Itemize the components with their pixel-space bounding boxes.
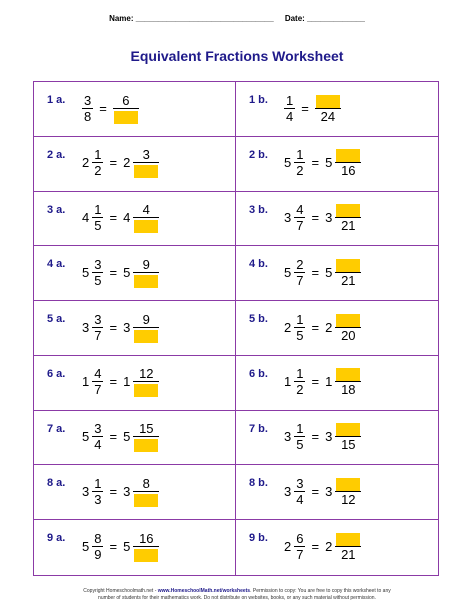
fraction-expression bbox=[284, 474, 361, 508]
answer-box[interactable] bbox=[336, 149, 360, 162]
answer-fraction bbox=[133, 257, 159, 288]
answer-numerator[interactable] bbox=[315, 93, 341, 109]
problem-cell bbox=[236, 246, 438, 301]
given-fraction bbox=[294, 531, 305, 562]
fraction-expression bbox=[82, 201, 159, 235]
numerator: 4 bbox=[296, 202, 304, 218]
problem-cell bbox=[236, 356, 438, 411]
answer-fraction bbox=[335, 202, 361, 233]
fraction-expression bbox=[284, 365, 361, 399]
denominator: 5 bbox=[296, 437, 304, 453]
answer-whole-number: 3 bbox=[325, 210, 333, 226]
answer-box[interactable] bbox=[134, 165, 158, 178]
equals-sign: = bbox=[109, 483, 118, 499]
fraction-expression bbox=[82, 365, 159, 399]
denominator: 4 bbox=[94, 437, 102, 453]
whole-number: 5 bbox=[284, 264, 292, 280]
answer-denominator[interactable] bbox=[133, 492, 159, 507]
denominator: 9 bbox=[94, 546, 102, 562]
answer-box[interactable] bbox=[316, 95, 340, 108]
given-fraction bbox=[92, 366, 103, 397]
problem-label: 9 b. bbox=[249, 532, 268, 545]
answer-whole-number: 3 bbox=[123, 483, 131, 499]
whole-number: 3 bbox=[82, 483, 90, 499]
worksheet-title: Equivalent Fractions Worksheet bbox=[130, 48, 344, 64]
name-date-line bbox=[0, 14, 474, 23]
numerator: 3 bbox=[296, 475, 304, 491]
problem-label: 3 a. bbox=[47, 203, 66, 216]
problem-cell bbox=[34, 411, 236, 466]
answer-whole-number: 5 bbox=[325, 264, 333, 280]
problem-cell bbox=[34, 520, 236, 575]
problem-cell bbox=[34, 137, 236, 192]
equals-sign: = bbox=[311, 374, 320, 390]
problem-cell bbox=[236, 520, 438, 575]
answer-whole-number: 2 bbox=[325, 319, 333, 335]
problem-cell bbox=[236, 82, 438, 137]
whole-number: 2 bbox=[82, 155, 90, 171]
answer-whole-number: 5 bbox=[123, 264, 131, 280]
answer-denominator: 21 bbox=[341, 218, 356, 234]
equals-sign: = bbox=[311, 538, 320, 554]
denominator: 7 bbox=[94, 327, 102, 343]
whole-number: 1 bbox=[284, 374, 292, 390]
answer-numerator: 16 bbox=[133, 531, 159, 547]
whole-number: 5 bbox=[82, 264, 90, 280]
fraction-expression bbox=[82, 420, 159, 454]
answer-denominator[interactable] bbox=[133, 328, 159, 343]
answer-box[interactable] bbox=[114, 111, 138, 124]
name-label: Name: bbox=[109, 14, 134, 23]
footer-prefix: Copyright Homeschoolmath.net - bbox=[83, 588, 158, 594]
numerator: 2 bbox=[296, 256, 304, 272]
fraction-expression bbox=[284, 91, 341, 125]
answer-numerator: 3 bbox=[133, 147, 159, 163]
answer-fraction bbox=[133, 476, 159, 507]
answer-numerator: 4 bbox=[133, 202, 159, 218]
equals-sign: = bbox=[311, 319, 320, 335]
problem-label: 8 a. bbox=[47, 477, 66, 490]
answer-numerator[interactable] bbox=[335, 202, 361, 218]
equals-sign: = bbox=[109, 538, 118, 554]
problem-label: 5 b. bbox=[249, 313, 268, 326]
given-fraction bbox=[92, 476, 103, 507]
numerator: 4 bbox=[94, 366, 102, 382]
whole-number: 4 bbox=[82, 210, 90, 226]
denominator: 4 bbox=[286, 108, 294, 124]
answer-denominator[interactable] bbox=[133, 547, 159, 562]
numerator: 1 bbox=[296, 366, 304, 382]
given-fraction bbox=[294, 421, 305, 452]
footer-suffix: . Permission to copy: You are free to copy this worksheet to any bbox=[250, 588, 391, 594]
answer-box[interactable] bbox=[134, 549, 158, 562]
problem-cell bbox=[34, 465, 236, 520]
equals-sign: = bbox=[109, 429, 118, 445]
whole-number: 5 bbox=[82, 429, 90, 445]
answer-fraction bbox=[133, 202, 159, 233]
equals-sign: = bbox=[109, 374, 118, 390]
equals-sign: = bbox=[109, 155, 118, 171]
answer-whole-number: 3 bbox=[123, 319, 131, 335]
date-blank[interactable]: _____________ bbox=[307, 14, 365, 23]
numerator: 3 bbox=[94, 311, 102, 327]
equals-sign: = bbox=[311, 210, 320, 226]
problem-label: 7 a. bbox=[47, 422, 66, 435]
numerator: 1 bbox=[94, 202, 102, 218]
whole-number: 3 bbox=[284, 429, 292, 445]
answer-whole-number: 2 bbox=[325, 538, 333, 554]
denominator: 5 bbox=[94, 272, 102, 288]
answer-denominator[interactable] bbox=[133, 437, 159, 452]
answer-box[interactable] bbox=[336, 204, 360, 217]
fraction-expression bbox=[284, 310, 361, 344]
numerator: 1 bbox=[94, 147, 102, 163]
fraction-expression bbox=[284, 255, 361, 289]
numerator: 1 bbox=[296, 421, 304, 437]
answer-denominator: 20 bbox=[341, 327, 356, 343]
answer-box[interactable] bbox=[336, 368, 360, 381]
answer-box[interactable] bbox=[336, 314, 360, 327]
problem-cell bbox=[34, 301, 236, 356]
equals-sign: = bbox=[109, 264, 118, 280]
answer-numerator[interactable] bbox=[335, 312, 361, 328]
answer-fraction bbox=[133, 531, 159, 562]
whole-number: 1 bbox=[82, 374, 90, 390]
answer-fraction bbox=[335, 366, 361, 397]
answer-numerator: 12 bbox=[133, 366, 159, 382]
answer-box[interactable] bbox=[134, 275, 158, 288]
problem-cell bbox=[34, 192, 236, 247]
problem-label: 7 b. bbox=[249, 422, 268, 435]
problem-label: 4 a. bbox=[47, 258, 66, 271]
answer-fraction bbox=[335, 531, 361, 562]
answer-fraction bbox=[335, 147, 361, 178]
given-fraction bbox=[92, 257, 103, 288]
given-fraction bbox=[92, 312, 103, 343]
answer-denominator: 21 bbox=[341, 546, 356, 562]
equals-sign: = bbox=[311, 264, 320, 280]
whole-number: 5 bbox=[82, 538, 90, 554]
given-fraction bbox=[294, 366, 305, 397]
problem-label: 2 b. bbox=[249, 148, 268, 161]
denominator: 2 bbox=[94, 163, 102, 179]
denominator: 2 bbox=[296, 382, 304, 398]
fraction-expression bbox=[82, 91, 139, 125]
equals-sign: = bbox=[109, 210, 118, 226]
given-fraction bbox=[294, 147, 305, 178]
answer-numerator[interactable] bbox=[335, 147, 361, 163]
problem-cell bbox=[236, 465, 438, 520]
problem-cell bbox=[34, 82, 236, 137]
footer-link[interactable]: www.HomeschoolMath.net/worksheets bbox=[157, 588, 251, 594]
denominator: 8 bbox=[84, 108, 92, 124]
answer-denominator: 15 bbox=[341, 437, 356, 453]
answer-box[interactable] bbox=[134, 439, 158, 452]
given-fraction bbox=[294, 312, 305, 343]
whole-number: 3 bbox=[82, 319, 90, 335]
problem-label: 6 b. bbox=[249, 367, 268, 380]
problem-cell bbox=[236, 192, 438, 247]
denominator: 7 bbox=[94, 382, 102, 398]
denominator: 7 bbox=[296, 272, 304, 288]
equals-sign: = bbox=[301, 100, 309, 116]
equals-sign: = bbox=[311, 155, 320, 171]
answer-box[interactable] bbox=[134, 330, 158, 343]
answer-fraction bbox=[133, 366, 159, 397]
answer-fraction bbox=[315, 93, 341, 124]
answer-numerator[interactable] bbox=[335, 366, 361, 382]
numerator: 3 bbox=[84, 92, 92, 108]
fraction-expression bbox=[284, 201, 361, 235]
fraction-expression bbox=[284, 529, 361, 563]
numerator: 1 bbox=[296, 311, 304, 327]
name-blank[interactable]: _______________________________ bbox=[135, 14, 274, 23]
answer-fraction bbox=[133, 147, 159, 178]
answer-whole-number: 4 bbox=[123, 210, 131, 226]
answer-numerator: 6 bbox=[113, 93, 139, 109]
answer-whole-number: 5 bbox=[123, 429, 131, 445]
answer-whole-number: 3 bbox=[325, 483, 333, 499]
fraction-expression bbox=[82, 255, 159, 289]
given-fraction bbox=[294, 476, 305, 507]
given-fraction bbox=[92, 531, 103, 562]
answer-fraction bbox=[335, 257, 361, 288]
denominator: 2 bbox=[296, 163, 304, 179]
equals-sign: = bbox=[311, 483, 320, 499]
denominator: 4 bbox=[296, 491, 304, 507]
answer-numerator[interactable] bbox=[335, 421, 361, 437]
denominator: 5 bbox=[94, 218, 102, 234]
answer-denominator: 21 bbox=[341, 272, 356, 288]
answer-fraction bbox=[335, 421, 361, 452]
answer-fraction bbox=[335, 476, 361, 507]
answer-denominator: 12 bbox=[341, 491, 356, 507]
answer-numerator: 9 bbox=[133, 257, 159, 273]
answer-box[interactable] bbox=[134, 494, 158, 507]
answer-whole-number: 5 bbox=[123, 538, 131, 554]
problem-cell bbox=[34, 246, 236, 301]
answer-denominator[interactable] bbox=[113, 109, 139, 124]
given-fraction bbox=[92, 147, 103, 178]
answer-fraction bbox=[113, 93, 139, 124]
answer-denominator[interactable] bbox=[133, 382, 159, 397]
numerator: 3 bbox=[94, 421, 102, 437]
numerator: 8 bbox=[94, 530, 102, 546]
answer-box[interactable] bbox=[336, 478, 360, 491]
numerator: 6 bbox=[296, 530, 304, 546]
whole-number: 3 bbox=[284, 483, 292, 499]
problem-cell bbox=[236, 301, 438, 356]
copyright-footer bbox=[0, 588, 474, 602]
denominator: 7 bbox=[296, 546, 304, 562]
answer-numerator[interactable] bbox=[335, 257, 361, 273]
answer-denominator: 24 bbox=[320, 108, 336, 124]
answer-denominator[interactable] bbox=[133, 273, 159, 288]
given-fraction bbox=[82, 93, 93, 124]
given-fraction bbox=[294, 202, 305, 233]
problem-label: 4 b. bbox=[249, 258, 268, 271]
fraction-expression bbox=[82, 529, 159, 563]
problem-label: 1 a. bbox=[47, 94, 66, 106]
answer-whole-number: 2 bbox=[123, 155, 131, 171]
given-fraction bbox=[92, 202, 103, 233]
answer-numerator[interactable] bbox=[335, 476, 361, 492]
problem-label: 8 b. bbox=[249, 477, 268, 490]
whole-number: 3 bbox=[284, 210, 292, 226]
numerator: 1 bbox=[286, 92, 294, 108]
problem-label: 3 b. bbox=[249, 203, 268, 216]
whole-number: 5 bbox=[284, 155, 292, 171]
given-fraction bbox=[294, 257, 305, 288]
problem-label: 2 a. bbox=[47, 148, 66, 161]
answer-whole-number: 3 bbox=[325, 429, 333, 445]
equals-sign: = bbox=[109, 319, 118, 335]
answer-denominator: 18 bbox=[341, 382, 356, 398]
whole-number: 2 bbox=[284, 319, 292, 335]
answer-denominator[interactable] bbox=[133, 218, 159, 233]
answer-denominator: 16 bbox=[341, 163, 356, 179]
denominator: 5 bbox=[296, 327, 304, 343]
answer-numerator: 9 bbox=[133, 312, 159, 328]
denominator: 7 bbox=[296, 218, 304, 234]
given-fraction bbox=[284, 93, 295, 124]
answer-whole-number: 5 bbox=[325, 155, 333, 171]
answer-box[interactable] bbox=[134, 220, 158, 233]
given-fraction bbox=[92, 421, 103, 452]
answer-numerator: 8 bbox=[133, 476, 159, 492]
denominator: 3 bbox=[94, 491, 102, 507]
answer-box[interactable] bbox=[336, 259, 360, 272]
answer-fraction bbox=[133, 421, 159, 452]
answer-box[interactable] bbox=[336, 533, 360, 546]
answer-fraction bbox=[335, 312, 361, 343]
whole-number: 2 bbox=[284, 538, 292, 554]
fraction-expression bbox=[82, 146, 159, 180]
answer-whole-number: 1 bbox=[325, 374, 333, 390]
answer-box[interactable] bbox=[134, 384, 158, 397]
fraction-expression bbox=[284, 420, 361, 454]
problem-label: 9 a. bbox=[47, 532, 66, 545]
answer-whole-number: 1 bbox=[123, 374, 131, 390]
problem-label: 5 a. bbox=[47, 313, 66, 326]
fraction-expression bbox=[284, 146, 361, 180]
fraction-expression bbox=[82, 310, 159, 344]
answer-numerator[interactable] bbox=[335, 531, 361, 547]
fraction-expression bbox=[82, 474, 159, 508]
numerator: 1 bbox=[94, 475, 102, 491]
problem-cell bbox=[236, 411, 438, 466]
answer-numerator: 15 bbox=[133, 421, 159, 437]
numerator: 3 bbox=[94, 256, 102, 272]
answer-denominator[interactable] bbox=[133, 163, 159, 178]
problem-label: 6 a. bbox=[47, 367, 66, 380]
answer-box[interactable] bbox=[336, 423, 360, 436]
footer-line2: number of students for their mathematics work. Do not distribute on websites, books, or any such material without permission. bbox=[98, 595, 376, 601]
problem-grid bbox=[33, 81, 439, 576]
problem-label: 1 b. bbox=[249, 94, 268, 106]
numerator: 1 bbox=[296, 147, 304, 163]
problem-cell bbox=[236, 137, 438, 192]
answer-fraction bbox=[133, 312, 159, 343]
equals-sign: = bbox=[311, 429, 320, 445]
equals-sign: = bbox=[99, 100, 107, 116]
problem-cell bbox=[34, 356, 236, 411]
date-label: Date: bbox=[284, 14, 305, 23]
